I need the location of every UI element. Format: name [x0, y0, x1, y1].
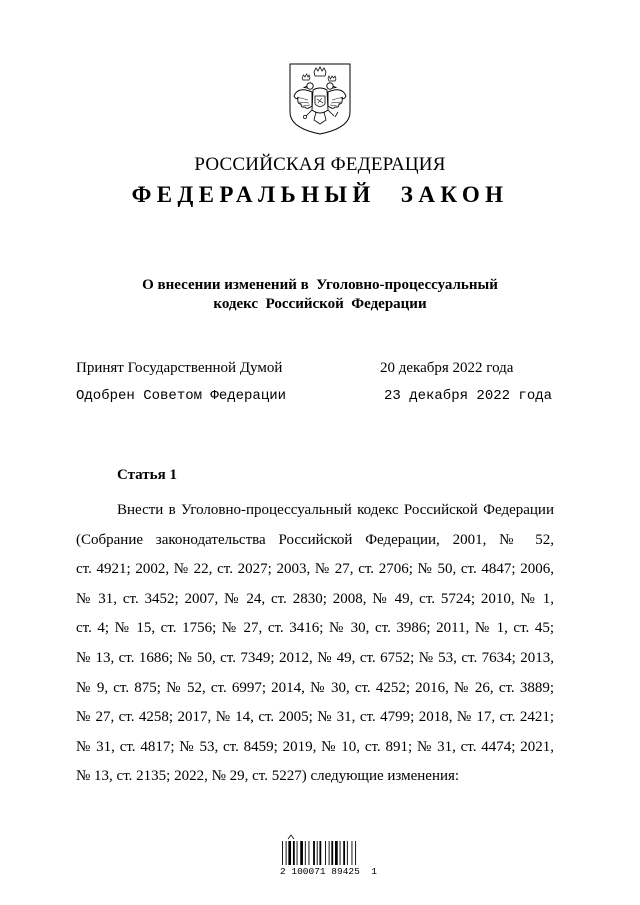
article-line: № 31, ст. 4817; № 53, ст. 8459; 2019, № 10, ст. 891; № 31, ст. 4474; 2021,	[76, 738, 554, 755]
article-body	[76, 496, 554, 792]
article-line: № 13, ст. 2135; 2022, № 29, ст. 5227) следующие изменения:	[76, 768, 460, 785]
coat-of-arms-icon	[288, 62, 352, 136]
council-label: Одобрен Советом Федерации	[76, 388, 287, 404]
article-line: № 27, ст. 4258; 2017, № 14, ст. 2005; № 31, ст. 4799; 2018, № 17, ст. 2421;	[76, 709, 554, 726]
article-line: ст. 4921; 2002, № 22, ст. 2027; 2003, № 27, ст. 2706; № 50, ст. 4847; 2006,	[76, 561, 554, 578]
article-line: № 13, ст. 1686; № 50, ст. 7349; 2012, № 49, ст. 6752; № 53, ст. 7634; 2013,	[76, 649, 554, 666]
country-heading: РОССИЙСКАЯ ФЕДЕРАЦИЯ	[194, 154, 446, 175]
law-title	[0, 276, 640, 314]
article-title: Статья 1	[117, 467, 177, 483]
duma-label: Принят Государственной Думой	[76, 360, 283, 376]
article-line: (Собрание законодательства Российской Федерации, 2001, № 52,	[76, 531, 554, 548]
article-line: № 31, ст. 3452; 2007, № 24, ст. 2830; 2008, № 49, ст. 5724; 2010, № 1,	[76, 590, 554, 607]
council-date: 23 декабря 2022 года	[384, 388, 553, 404]
article-line: Внести в Уголовно-процессуальный кодекс Российской Федерации	[117, 502, 554, 518]
article-line: ст. 4; № 15, ст. 1756; № 27, ст. 3416; № 30, ст. 3986; 2011, № 1, ст. 45;	[76, 620, 554, 637]
barcode-number: 2 100071 89425 1	[280, 866, 377, 877]
document-type-heading: ФЕДЕРАЛЬНЫЙ ЗАКОН	[131, 182, 509, 207]
law-title-line: О внесении изменений в Уголовно-процессуальный	[142, 277, 498, 293]
law-title-line: кодекс Российской Федерации	[213, 296, 427, 312]
duma-date: 20 декабря 2022 года	[380, 360, 514, 376]
article-line: № 9, ст. 875; № 52, ст. 6997; 2014, № 30, ст. 4252; 2016, № 26, ст. 3889;	[76, 679, 554, 696]
